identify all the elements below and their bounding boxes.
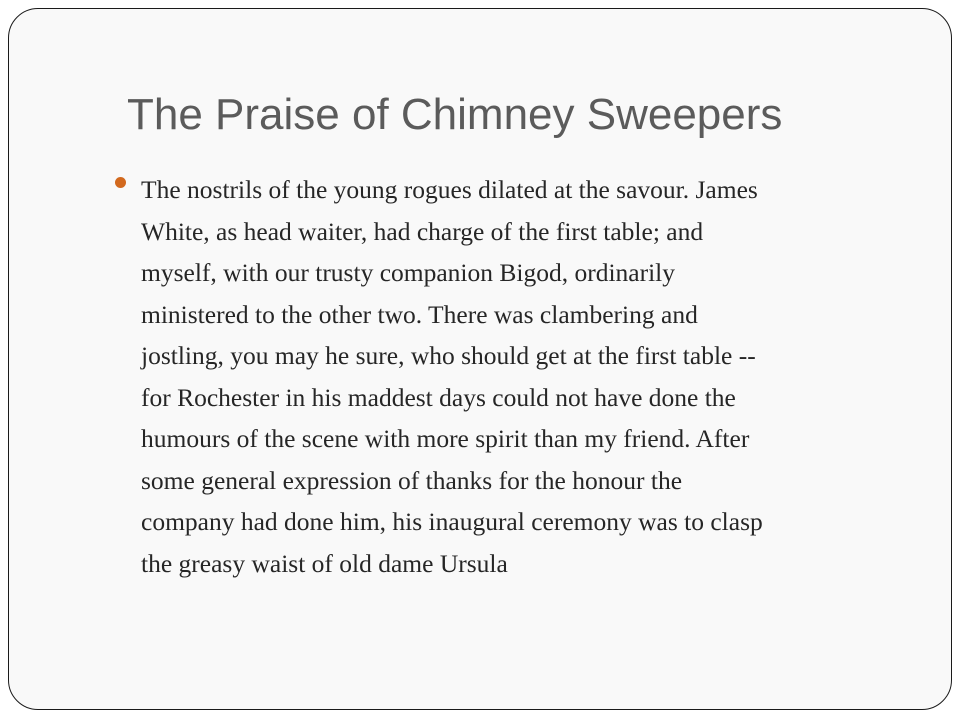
paragraph-line: ministered to the other two. There was clambering and [141, 299, 698, 329]
paragraph-line: The nostrils of the young rogues dilated at the savour. James [141, 175, 758, 204]
bullet-item [115, 169, 905, 584]
paragraph-line: for Rochester in his maddest days could not have done the [141, 382, 736, 412]
paragraph-line: the greasy waist of old dame Ursula [141, 548, 508, 578]
bullet-list [115, 169, 905, 584]
paragraph-line: company had done him, his inaugural ceremony was to clasp [141, 507, 763, 536]
slide-frame [8, 8, 952, 710]
bullet-dot-icon [115, 177, 126, 188]
paragraph-line: jostling, you may he sure, who should get at the first table -- [141, 341, 756, 370]
paragraph-line: White, as head waiter, had charge of the first table; and [141, 216, 704, 246]
paragraph-line: some general expression of thanks for the honour the [141, 465, 683, 495]
paragraph-line: humours of the scene with more spirit than my friend. After [141, 424, 750, 453]
slide-title: The Praise of Chimney Sweepers [127, 90, 783, 139]
paragraph-line: myself, with our trusty companion Bigod, ordinarily [141, 258, 676, 287]
